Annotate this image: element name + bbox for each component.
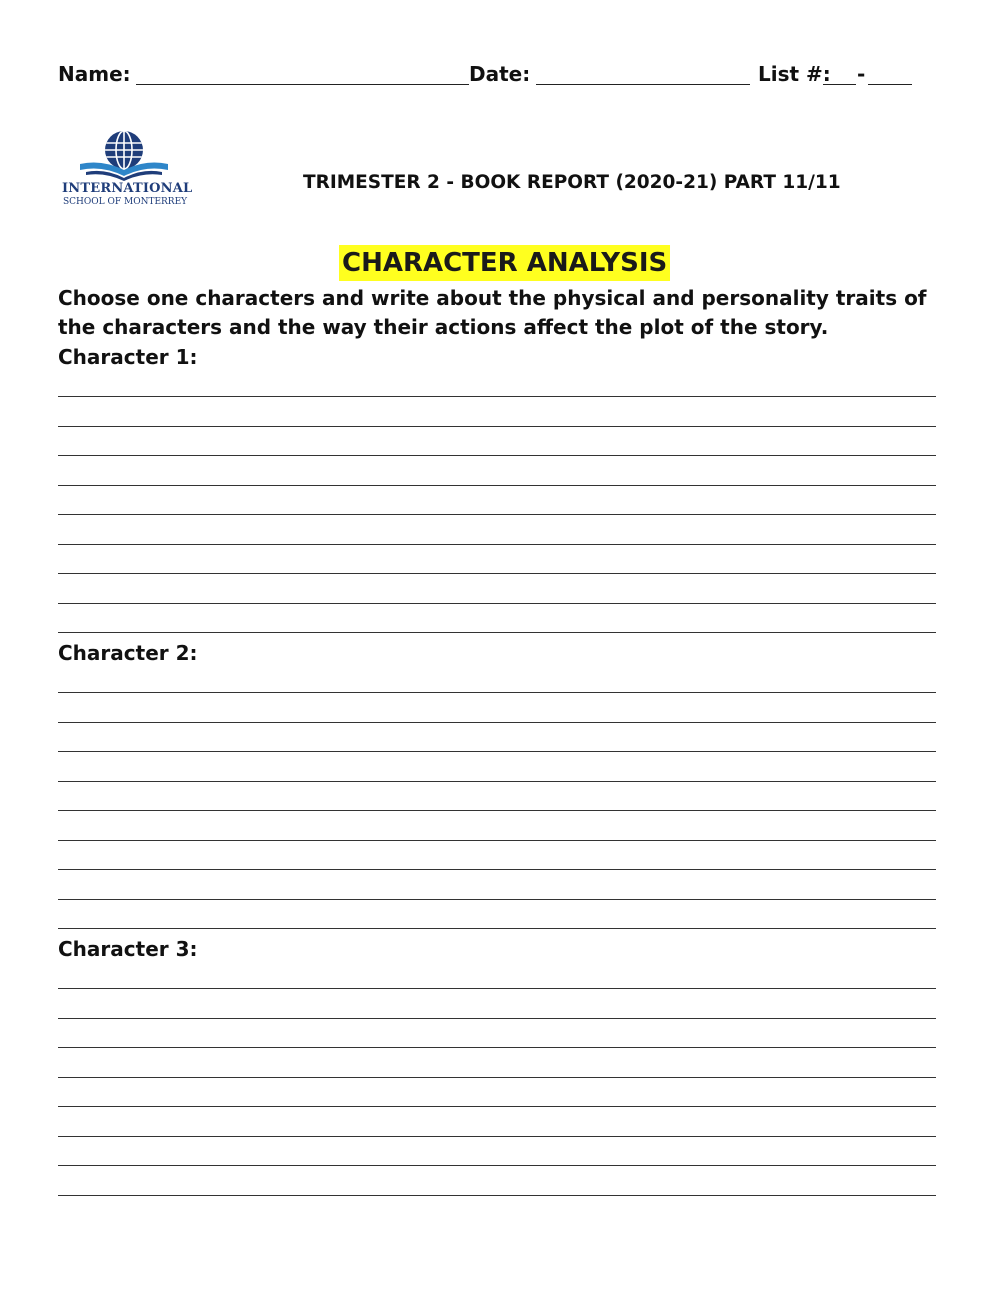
name-label: Name:: [58, 62, 131, 86]
character-2-answer-line[interactable]: [58, 722, 936, 723]
list-number-field-2[interactable]: [868, 84, 912, 85]
character-2-answer-line[interactable]: [58, 810, 936, 811]
character-1-label: Character 1:: [58, 345, 198, 369]
school-logo: [58, 126, 198, 212]
character-3-answer-line[interactable]: [58, 1165, 936, 1166]
character-1-answer-line[interactable]: [58, 455, 936, 456]
character-3-answer-line[interactable]: [58, 1077, 936, 1078]
character-3-answer-line[interactable]: [58, 1106, 936, 1107]
date-label: Date:: [469, 62, 531, 86]
student-info-header: [58, 60, 918, 90]
character-3-answer-line[interactable]: [58, 1195, 936, 1196]
character-1-answer-line[interactable]: [58, 396, 936, 397]
section-title: CHARACTER ANALYSIS: [339, 245, 670, 281]
character-3-answer-line[interactable]: [58, 1136, 936, 1137]
character-1-answer-line[interactable]: [58, 573, 936, 574]
logo-text-international: INTERNATIONAL: [62, 181, 193, 196]
list-number-field-1[interactable]: [823, 84, 856, 85]
report-title: TRIMESTER 2 - BOOK REPORT (2020-21) PART 11/11: [303, 172, 841, 193]
list-number-label: List #:: [758, 62, 831, 86]
date-field[interactable]: [536, 84, 750, 85]
character-1-answer-line[interactable]: [58, 426, 936, 427]
character-3-label: Character 3:: [58, 937, 198, 961]
character-3-answer-line[interactable]: [58, 1047, 936, 1048]
logo-text-school: SCHOOL OF MONTERREY: [63, 197, 188, 207]
character-2-answer-line[interactable]: [58, 692, 936, 693]
character-2-answer-line[interactable]: [58, 869, 936, 870]
character-2-label: Character 2:: [58, 641, 198, 665]
list-number-separator: -: [857, 62, 866, 86]
character-2-answer-line[interactable]: [58, 899, 936, 900]
character-3-answer-line[interactable]: [58, 1018, 936, 1019]
character-2-answer-line[interactable]: [58, 781, 936, 782]
character-2-answer-line[interactable]: [58, 751, 936, 752]
instructions-text: Choose one characters and write about the physical and personality traits of the characters and the way their actions affect the plot of the story.: [58, 286, 927, 339]
character-2-answer-line[interactable]: [58, 840, 936, 841]
character-3-answer-line[interactable]: [58, 988, 936, 989]
character-2-answer-line[interactable]: [58, 928, 936, 929]
character-1-answer-line[interactable]: [58, 514, 936, 515]
character-1-answer-line[interactable]: [58, 603, 936, 604]
name-field[interactable]: [136, 84, 469, 85]
character-1-answer-line[interactable]: [58, 485, 936, 486]
character-1-answer-line[interactable]: [58, 632, 936, 633]
globe-book-icon: [58, 126, 198, 182]
character-1-answer-line[interactable]: [58, 544, 936, 545]
